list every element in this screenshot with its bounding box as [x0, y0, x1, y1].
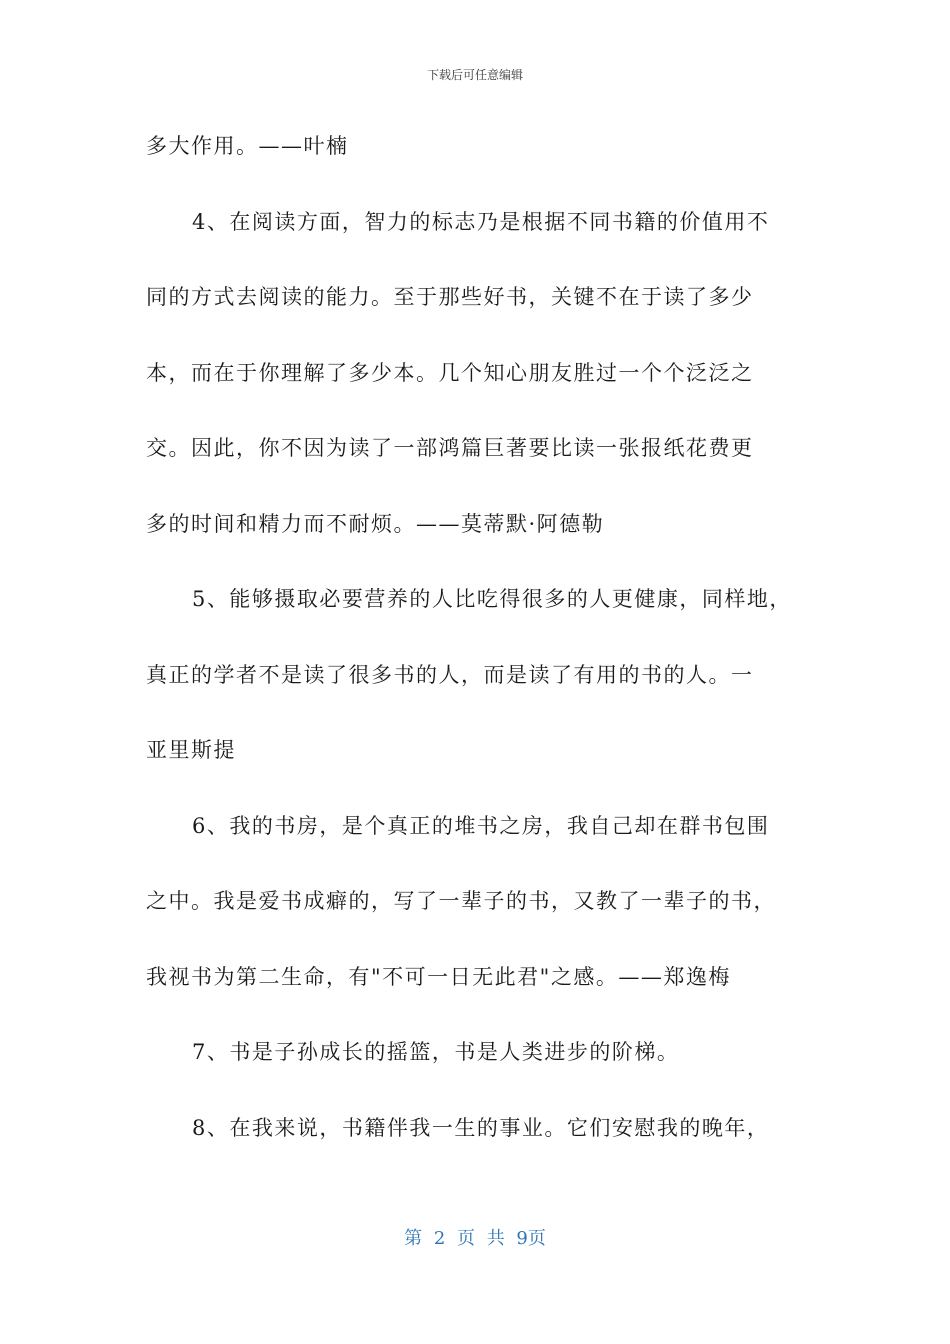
text-line: 之中。我是爱书成癖的，写了一辈子的书，又教了一辈子的书，	[146, 889, 776, 913]
text-line: 本，而在于你理解了多少本。几个知心朋友胜过一个个泛泛之	[146, 360, 754, 385]
text-line: 7、书是子孙成长的摇篮，书是人类进步的阶梯。	[192, 1040, 680, 1064]
text-line: 同的方式去阅读的能力。至于那些好书，关键不在于读了多少	[146, 285, 754, 309]
page-number-footer: 第 2 页 共 9页	[404, 1228, 546, 1249]
text-line: 5、能够摄取必要营养的人比吃得很多的人更健康，同样地，	[192, 587, 792, 611]
text-line: 真正的学者不是读了很多书的人，而是读了有用的书的人。一	[146, 662, 754, 687]
document-body	[146, 120, 818, 1177]
text-line: 交。因此，你不因为读了一部鸿篇巨著要比读一张报纸花费更	[146, 436, 754, 460]
header-note: 下载后可任意编辑	[426, 68, 523, 82]
text-line: 6、我的书房，是个真正的堆书之房，我自己却在群书包围	[192, 813, 770, 838]
text-line: 我视书为第二生命，有"不可一日无此君"之感。——郑逸梅	[146, 964, 731, 989]
text-line: 8、在我来说，书籍伴我一生的事业。它们安慰我的晚年，	[192, 1115, 770, 1140]
text-line: 亚里斯提	[146, 738, 236, 762]
text-line: 多大作用。——叶楠	[146, 134, 349, 158]
text-line: 多的时间和精力而不耐烦。——莫蒂默·阿德勒	[146, 511, 605, 536]
text-line: 4、在阅读方面，智力的标志乃是根据不同书籍的价值用不	[192, 209, 770, 234]
